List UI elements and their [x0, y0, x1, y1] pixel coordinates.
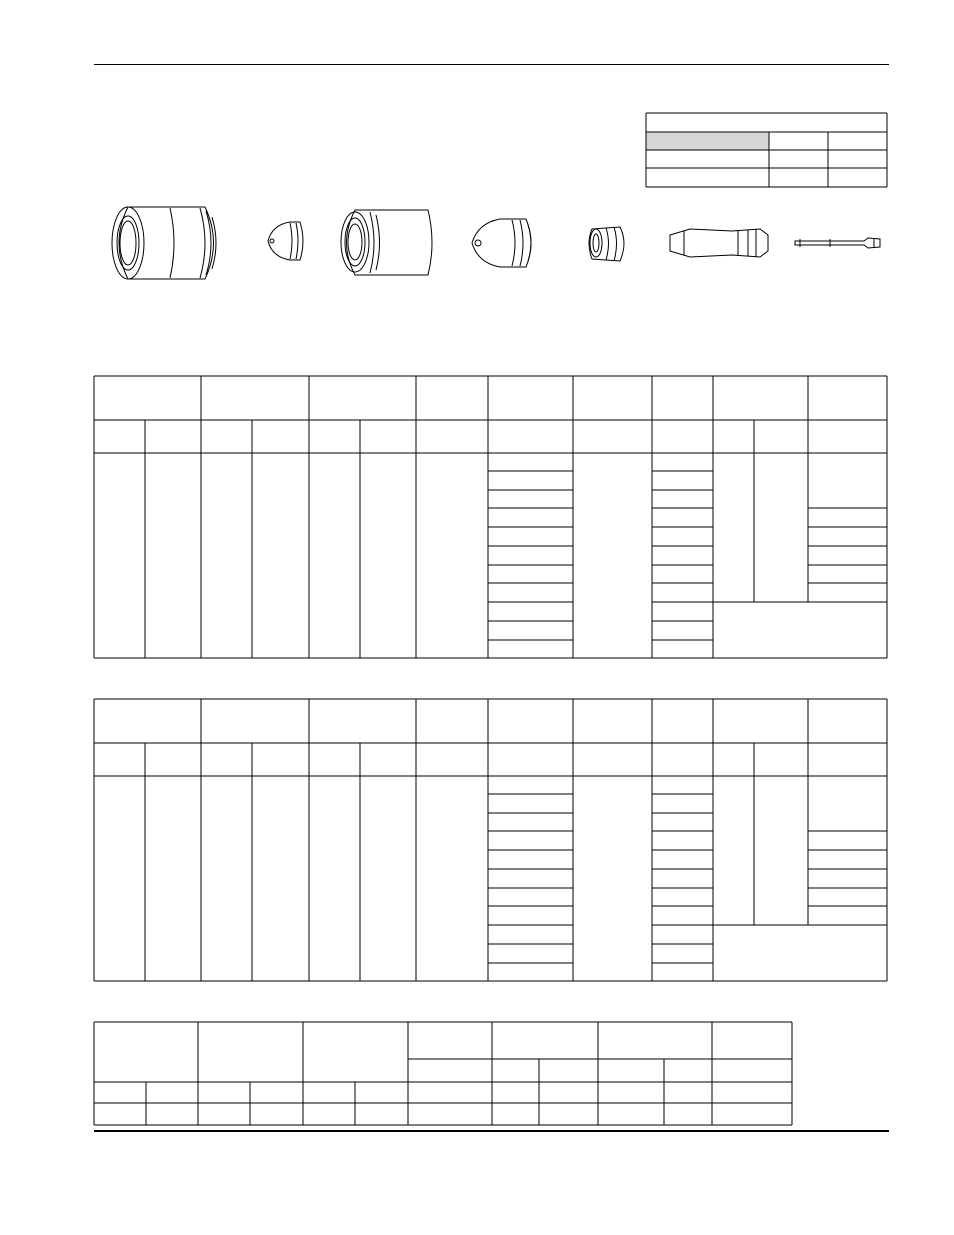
footer-rule [94, 1130, 889, 1132]
